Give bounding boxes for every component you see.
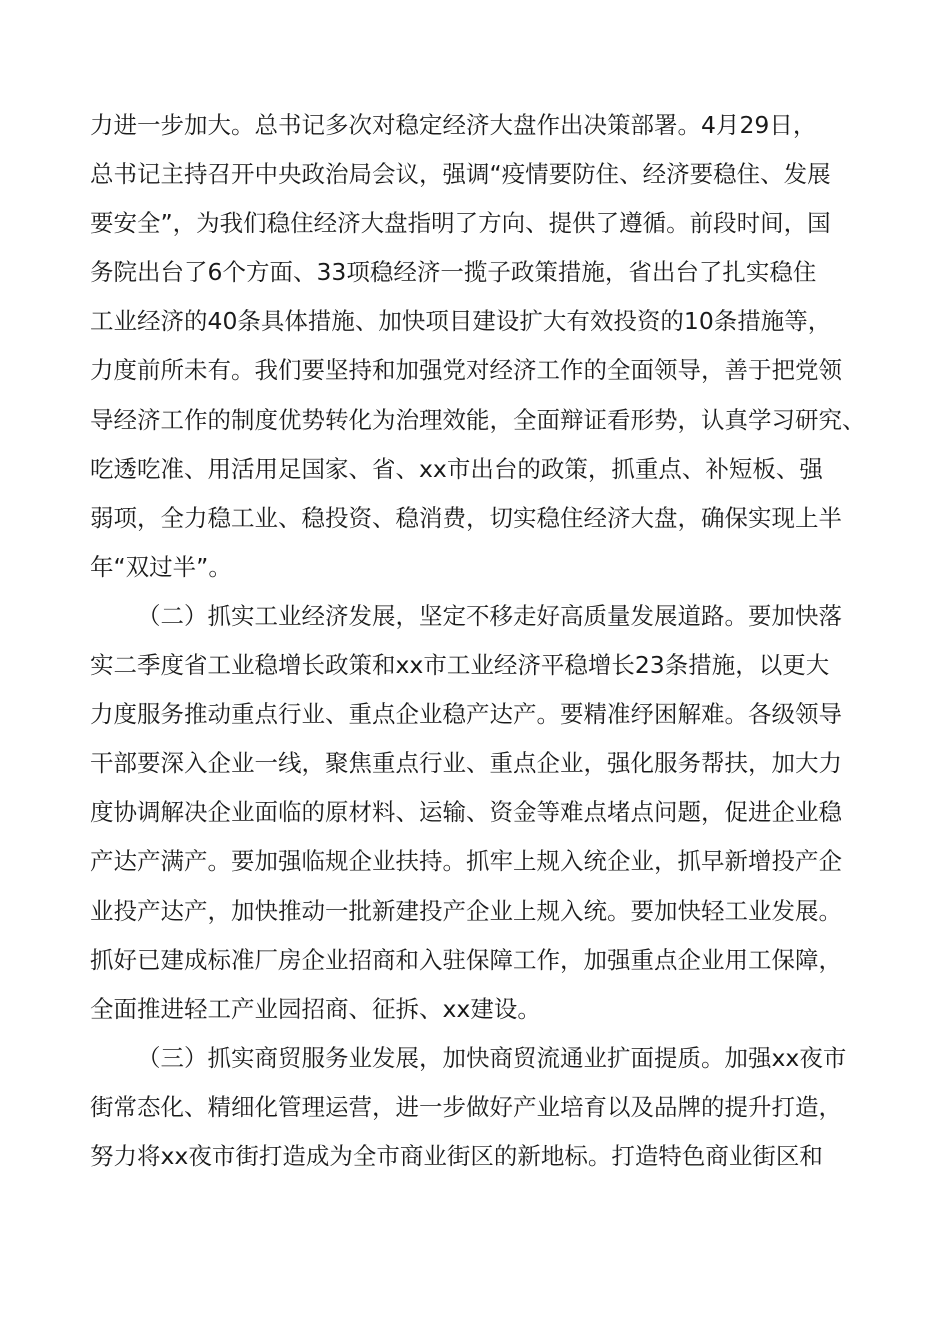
text-line: 街常态化、精细化管理运营，进一步做好产业培育以及品牌的提升打造， xyxy=(90,1092,842,1121)
text-line: 要安全”，为我们稳住经济大盘指明了方向、提供了遵循。前段时间，国 xyxy=(90,209,831,238)
text-line: 力度服务推动重点行业、重点企业稳产达产。要精准纾困解难。各级领导 xyxy=(90,700,842,729)
text-line: 产达产满产。要加强临规企业扶持。抓牢上规入统企业，抓早新增投产企 xyxy=(90,847,842,876)
text-line: 弱项，全力稳工业、稳投资、稳消费，切实稳住经济大盘，确保实现上半 xyxy=(90,503,842,532)
text-line: 干部要深入企业一线，聚焦重点行业、重点企业，强化服务帮扶，加大力 xyxy=(90,749,842,778)
text-line: 年“双过半”。 xyxy=(90,552,232,581)
section-heading-line: （二）抓实工业经济发展，坚定不移走好高质量发展道路。要加快落 xyxy=(137,601,842,630)
text-line: 力进一步加大。总书记多次对稳定经济大盘作出决策部署。4月29日， xyxy=(90,111,817,139)
text-line: 工业经济的40条具体措施、加快项目建设扩大有效投资的10条措施等， xyxy=(90,307,832,336)
text-line: 业投产达产，加快推动一批新建投产企业上规入统。要加快轻工业发展。 xyxy=(90,896,842,925)
text-line: 度协调解决企业面临的原材料、运输、资金等难点堵点问题，促进企业稳 xyxy=(90,798,842,827)
text-line: 全面推进轻工产业园招商、征拆、xx建设。 xyxy=(90,994,541,1023)
document-body xyxy=(90,101,880,1181)
text-line: 力度前所未有。我们要坚持和加强党对经济工作的全面领导，善于把党领 xyxy=(90,356,842,385)
text-line: 实二季度省工业稳增长政策和xx市工业经济平稳增长23条措施，以更大 xyxy=(90,651,830,680)
text-line: 导经济工作的制度优势转化为治理效能，全面辩证看形势，认真学习研究、 xyxy=(90,405,866,434)
text-line: 总书记主持召开中央政治局会议，强调“疫情要防住、经济要稳住、发展 xyxy=(90,160,831,189)
text-line: 吃透吃准、用活用足国家、省、xx市出台的政策，抓重点、补短板、强 xyxy=(90,454,823,483)
text-line: 努力将xx夜市街打造成为全市商业街区的新地标。打造特色商业街区和 xyxy=(90,1141,823,1170)
text-line: 抓好已建成标准厂房企业招商和入驻保障工作，加强重点企业用工保障， xyxy=(90,945,842,974)
text-line: 务院出台了6个方面、33项稳经济一揽子政策措施，省出台了扎实稳住 xyxy=(90,258,817,287)
section-heading-line: （三）抓实商贸服务业发展，加快商贸流通业扩面提质。加强xx夜市 xyxy=(137,1043,847,1072)
